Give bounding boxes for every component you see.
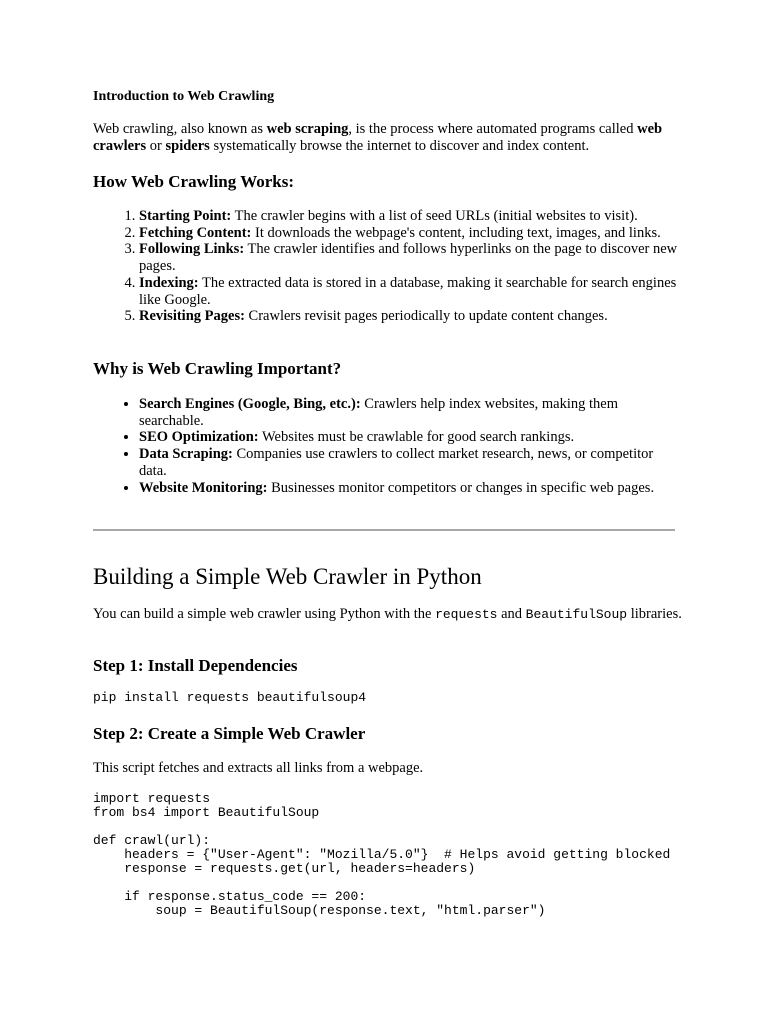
list-item-label: Fetching Content:	[139, 224, 252, 241]
build-text-1: You can build a simple web crawler using Python with the	[93, 606, 436, 622]
list-item-text: The extracted data is stored in a database, making it searchable for search engines like Google.	[139, 274, 677, 308]
list-item	[139, 208, 683, 225]
list-item-label: SEO Optimization:	[139, 429, 259, 446]
list-item-text: Businesses monitor competitors or changes in specific web pages.	[267, 479, 655, 496]
list-item-label: Following Links:	[139, 241, 245, 258]
build-heading: Building a Simple Web Crawler in Python	[93, 564, 482, 589]
list-item-label: Revisiting Pages:	[139, 308, 245, 325]
step1-code-block: pip install requests beautifulsoup4	[93, 690, 367, 705]
step2-heading: Step 2: Create a Simple Web Crawler	[93, 724, 366, 743]
horizontal-divider	[93, 529, 675, 531]
build-text-3: libraries.	[627, 606, 682, 622]
list-item	[139, 275, 683, 308]
list-item-text: Crawlers revisit pages periodically to update content changes.	[244, 308, 608, 325]
list-item-text: The crawler begins with a list of seed URLs (initial websites to visit).	[231, 208, 638, 224]
list-item-label: Indexing:	[139, 274, 199, 291]
intro-bold-spiders: spiders	[165, 138, 210, 154]
step1-heading: Step 1: Install Dependencies	[93, 656, 298, 675]
intro-text-4: systematically browse the internet to discover and index content.	[209, 138, 590, 154]
how-heading: How Web Crawling Works:	[93, 172, 295, 191]
list-item	[139, 429, 683, 446]
list-item-text: Crawlers help index websites, making them searchable.	[139, 396, 618, 429]
list-item	[139, 308, 683, 325]
intro-text-3: or	[146, 138, 166, 154]
list-item-text: Websites must be crawlable for good search rankings.	[258, 429, 575, 446]
list-item	[139, 446, 683, 479]
intro-bold-web-scraping: web scraping	[266, 121, 349, 137]
list-item-text: It downloads the webpage's content, including text, images, and links.	[251, 224, 661, 241]
intro-bold-web-crawlers: web crawlers	[93, 121, 663, 154]
list-item	[139, 241, 683, 274]
list-item-label: Data Scraping:	[139, 446, 233, 463]
list-item-label: Search Engines (Google, Bing, etc.):	[139, 396, 361, 412]
list-item-text: Companies use crawlers to collect market research, news, or competitor data.	[139, 446, 654, 479]
list-item-label: Starting Point:	[139, 208, 232, 224]
inline-code-requests: requests	[435, 607, 498, 622]
list-item	[139, 225, 683, 242]
how-list	[93, 208, 683, 325]
intro-title: Introduction to Web Crawling	[93, 89, 275, 104]
build-paragraph	[93, 606, 683, 623]
why-list	[93, 396, 683, 496]
step2-description: This script fetches and extracts all links from a webpage.	[93, 760, 424, 776]
why-heading: Why is Web Crawling Important?	[93, 359, 342, 378]
list-item-label: Website Monitoring:	[139, 479, 268, 496]
intro-text-2: , is the process where automated programs called	[348, 121, 638, 137]
inline-code-beautifulsoup: BeautifulSoup	[525, 607, 628, 622]
step2-code-block: import requests from bs4 import BeautifulSoup def crawl(url): headers = {"User-Agent": "Mozilla/5.0"} # Helps avoid getting blocked response = requests.get(url, headers=headers) if response.status_code == 200: soup = BeautifulSoup(response.text, "html.parser")	[93, 791, 671, 918]
list-item	[139, 396, 683, 429]
intro-text-1: Web crawling, also known as	[93, 121, 267, 137]
list-item	[139, 480, 683, 497]
intro-paragraph	[93, 121, 683, 155]
list-item-text: The crawler identifies and follows hyperlinks on the page to discover new pages.	[139, 241, 678, 275]
build-text-2: and	[497, 606, 526, 622]
